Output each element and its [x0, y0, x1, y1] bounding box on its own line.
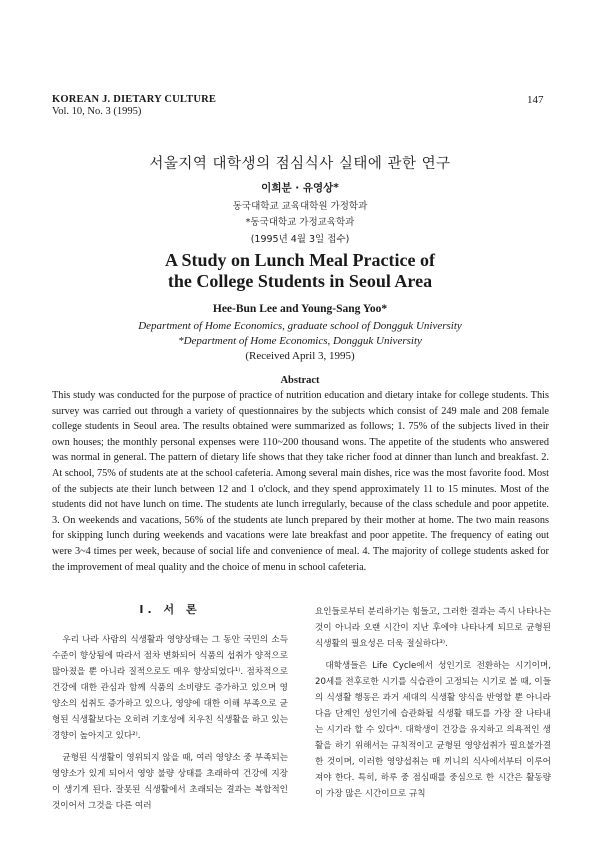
english-affiliation-2: *Department of Home Economics, Dongguk University	[178, 335, 422, 347]
korean-affiliation-2: *동국대학교 가정교육학과	[245, 217, 355, 228]
english-title-line-2: the College Students in Seoul Area	[167, 271, 433, 291]
abstract-body: This study was conducted for the purpose of practice of nutrition education and dietary intake for college students. This survey was carried out through a variety of questionnaires by the subjects which consist of 249 male and 208 female college students in Seoul area. The results obtained were summarized as follows; 1. 75% of the subjects lived in their own houses; the monthly personal expenses were 110~200 thousand wons. The appetite of the students who answered was normal in general. The pattern of dietary life shows that they take richer food at dinner than lunch and breakfast. 2. At school, 75% of students ate at the school cafeteria. Among several main dishes, rice was the most favorite food. Most of the subjects ate their lunch between 12 and 1 o'clock, and they spend approximately 11 to 15 minutes. Most of the students did not have lunch on time. The students ate lunch irregularly, because of the class schedule and poor appetite. 3. On weekends and vacations, 56% of the students ate lunch prepared by their mother at home. The two main reasons for skipping lunch during weekends and vacations were late breakfast and poor appetite. The frequency of eating out were 3~4 times per week, because of social life and convenience of meal. 4. The majority of college students asked for the improvement of meal quality and the choice of menu in school cafeteria.	[52, 390, 549, 573]
english-title-line-1: A Study on Lunch Meal Practice of	[165, 250, 435, 270]
left-column	[52, 602, 288, 820]
english-received-date: (Received April 3, 1995)	[245, 350, 355, 362]
korean-title: 서울지역 대학생의 점심식사 실태에 관한 연구	[149, 156, 451, 172]
abstract-heading: Abstract	[280, 375, 320, 386]
english-affiliation-1: Department of Home Economics, graduate school of Dongguk University	[138, 320, 462, 332]
section-heading-introduction: I. 서 론	[139, 603, 201, 616]
left-paragraph-1: 우리 나라 사람의 식생활과 영양상태는 그 동안 국민의 소득 수준이 향상됨에 따라서 점차 변화되어 식품의 섭취가 양적으로 많아졌을 뿐 아니라 질적으로도 매우 향상되었다¹⁾. 점차적으로 건강에 대한 관심과 함께 식품의 소비량도 증가하고 있으며 영양소의 섭취도 증가하고 있으나, 영양에 대한 이해 부족으로 균형된 식생활보다는 오히려 기호성에 치우친 식생활을 하고 있는 경향이 높아지고 있다²⁾.	[52, 635, 288, 741]
journal-header	[52, 94, 216, 117]
korean-authors: 이희분 · 유영상*	[261, 182, 339, 194]
korean-received-date: (1995년 4월 3일 접수)	[250, 234, 350, 245]
english-authors: Hee-Bun Lee and Young-Sang Yoo*	[212, 303, 388, 315]
journal-volume: Vol. 10, No. 3 (1995)	[52, 106, 142, 117]
journal-name: KOREAN J. DIETARY CULTURE	[52, 94, 217, 105]
right-paragraph-1: 요인들로부터 분리하기는 힘들고, 그러한 결과는 즉시 나타나는 것이 아니라 오랜 시간이 지난 후에야 나타나게 되므로 균형된 식생활의 필요성은 더욱 절실하다³⁾.	[315, 607, 551, 649]
right-column	[315, 604, 551, 808]
korean-affiliation-1: 동국대학교 교육대학원 가정학과	[232, 201, 368, 212]
english-title	[0, 250, 600, 292]
page-number: 147	[527, 94, 544, 106]
left-paragraph-2: 균형된 식생활이 영위되지 않을 때, 여러 영양소 중 부족되는 영양소가 있게 되어서 영양 불량 상태를 초래하여 건강에 지장이 생기게 된다. 잘못된 식생활에서 초래되는 결과는 복합적인 것이어서 그것을 다른 여러	[52, 753, 288, 811]
right-paragraph-2: 대학생들은 Life Cycle에서 성인기로 전환하는 시기이며, 20세를 전후로한 시기를 식습관이 고정되는 시기로 볼 때, 이들의 식생활 행동은 과거 세대의 식생활 양식을 반영할 뿐 아니라 다음 단계인 성인기에 습관화될 식생활 태도를 가장 잘 나타내는 시기라 할 수 있다⁴⁾. 대학생이 건강을 유지하고 의욕적인 생활을 하기 위해서는 규칙적이고 균형된 영양섭취가 필요불가결한 것이며, 이러한 영양섭취는 매 끼니의 식사에서부터 이루어져야 한다. 특히, 하루 중 점심때를 중심으로 한 시간은 활동량이 가장 많은 시간이므로 규칙	[315, 661, 551, 799]
